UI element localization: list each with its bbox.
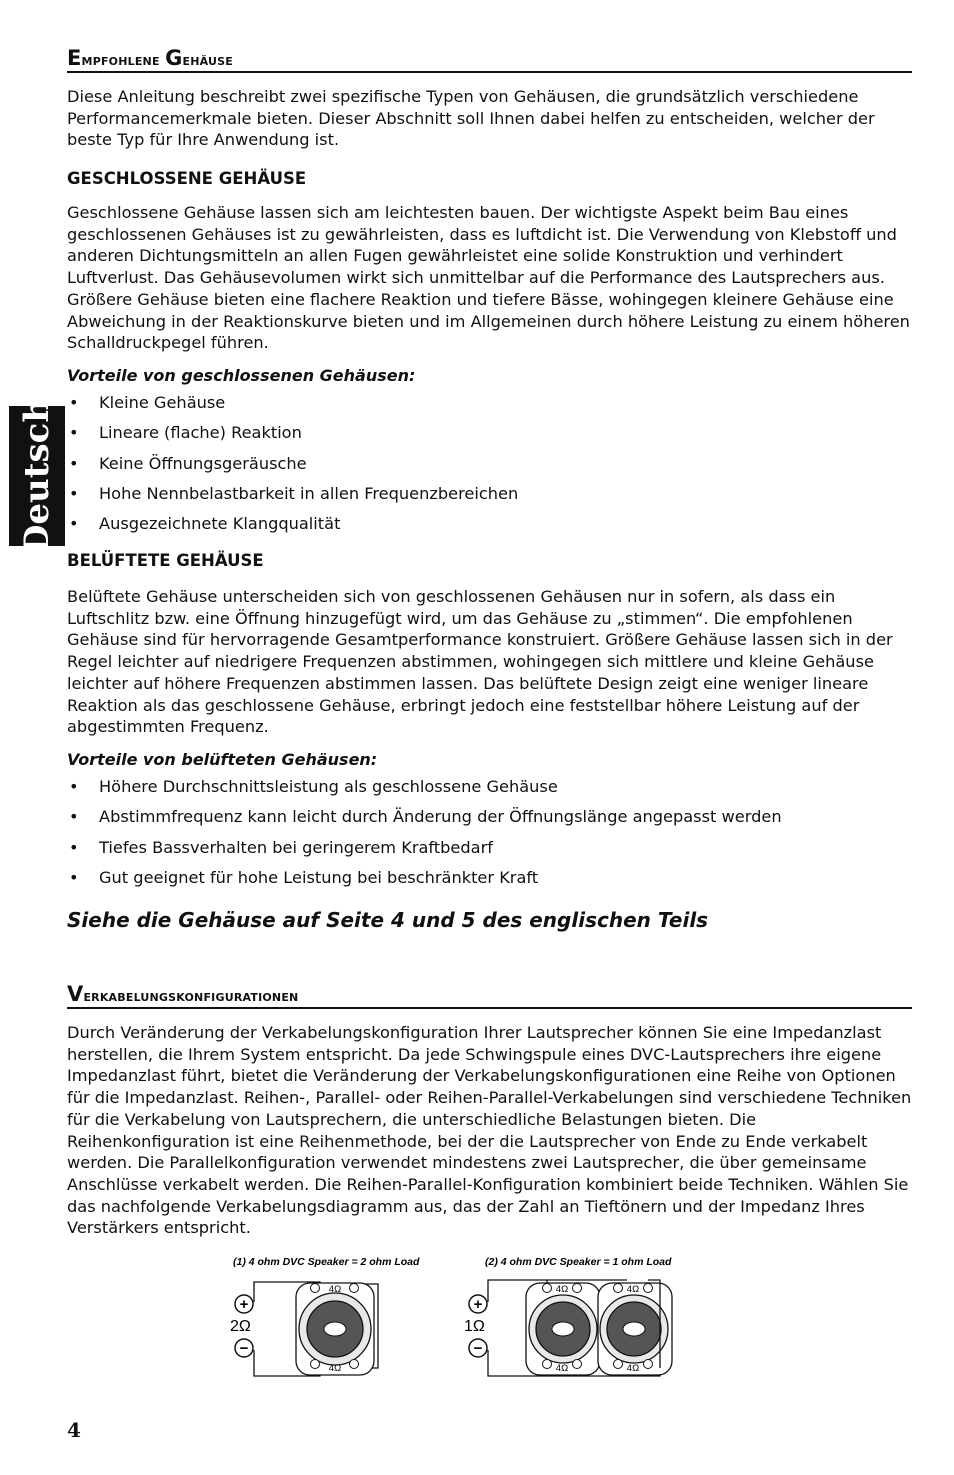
title-initial: V bbox=[67, 982, 84, 1006]
coil-minus-terminal bbox=[644, 1360, 653, 1369]
title-initial-2: G bbox=[165, 46, 183, 70]
wiring-paragraph: Durch Veränderung der Verkabelungskonfiguration Ihrer Lautsprecher können Sie eine Impedanzlast herstellen, die Ihrem System entspricht. Da jede Schwingspule eines DVC-Lautsprechers ihre eigene Impedanzlast führt, bietet die Veränderung der Verkabelungskonfigurationen eine Reihe von Optionen für die Impedanzlast. Reihen-, Parallel- oder Reihen-Parallel-Verkabelungen sind verschiedene Techniken für die Verkabelung von Lautsprechern, die unterschiedliche Belastungen bieten. Die Reihenkonfiguration ist eine Reihenmethode, bei der die Lautsprecher von Ende zu Ende verkabelt werden. Die Parallelkonfiguration verwendet mindestens zwei Lautsprecher, die über gemeinsame Anschlüsse verkabelt werden. Die Reihen-Parallel-Konfiguration kombiniert beide Techniken. Wählen Sie das nachfolgende Verkabelungsdiagramm aus, das der Zahl an Tieftönern und der Impedanz Ihres Verstärkers entspricht. bbox=[67, 1023, 912, 1238]
coil-plus-terminal bbox=[311, 1360, 320, 1369]
list-item: • Lineare (flache) Reaktion bbox=[67, 423, 912, 453]
coil-plus-terminal bbox=[543, 1284, 552, 1293]
reference-note: Siehe die Gehäuse auf Seite 4 und 5 des englischen Teils bbox=[67, 908, 709, 932]
coil-label: 4Ω bbox=[328, 1284, 342, 1295]
left-load-label: 2Ω bbox=[230, 1318, 251, 1335]
vented-advantages-title: Vorteile von belüfteten Gehäusen: bbox=[67, 750, 378, 769]
coil-minus-terminal bbox=[573, 1360, 582, 1369]
plus-sign: + bbox=[473, 1296, 483, 1313]
list-item: • Keine Öffnungsgeräusche bbox=[67, 454, 912, 484]
sealed-advantages-title: Vorteile von geschlossenen Gehäusen: bbox=[67, 366, 416, 385]
list-item: • Abstimmfrequenz kann leicht durch Änderung der Öffnungslänge angepasst werden bbox=[67, 807, 912, 837]
coil-label: 4Ω bbox=[626, 1363, 640, 1374]
vented-heading: BELÜFTETE GEHÄUSE bbox=[67, 551, 264, 570]
coil-plus-terminal bbox=[543, 1360, 552, 1369]
list-item: • Höhere Durchschnittsleistung als geschlossene Gehäuse bbox=[67, 777, 912, 807]
vented-advantages-list bbox=[67, 777, 912, 898]
coil-plus-terminal bbox=[614, 1284, 623, 1293]
title-rest-2: ehäuse bbox=[182, 51, 233, 69]
left-diagram-caption: (1) 4 ohm DVC Speaker = 2 ohm Load bbox=[233, 1256, 420, 1268]
title-rest: erkabelungskonfigurationen bbox=[83, 987, 299, 1005]
coil-minus-terminal bbox=[350, 1360, 359, 1369]
intro-paragraph: Diese Anleitung beschreibt zwei spezifische Typen von Gehäusen, die grundsätzlich verschiedene Performancemerkmale bieten. Dieser Abschnitt soll Ihnen dabei helfen zu entscheiden, welcher der beste Typ für Ihre Anwendung ist. bbox=[67, 87, 875, 150]
coil-minus-terminal bbox=[573, 1284, 582, 1293]
list-item: • Ausgezeichnete Klangqualität bbox=[67, 514, 912, 544]
coil-minus-terminal bbox=[350, 1284, 359, 1293]
coil-plus-terminal bbox=[614, 1360, 623, 1369]
list-item: • Tiefes Bassverhalten bei geringerem Kraftbedarf bbox=[67, 838, 912, 868]
coil-label: 4Ω bbox=[555, 1363, 569, 1374]
minus-sign: − bbox=[473, 1340, 483, 1357]
coil-label: 4Ω bbox=[328, 1363, 342, 1374]
plus-sign: + bbox=[239, 1296, 249, 1313]
language-tab bbox=[9, 397, 65, 555]
list-item: • Kleine Gehäuse bbox=[67, 393, 912, 423]
language-tab-label: Deutsch bbox=[17, 397, 57, 555]
right-speaker-2-logo-icon bbox=[623, 1322, 645, 1336]
left-speaker-logo-icon bbox=[324, 1322, 346, 1336]
section-title-wiring bbox=[67, 982, 912, 1009]
coil-plus-terminal bbox=[311, 1284, 320, 1293]
list-item: • Gut geeignet für hohe Leistung bei beschränkter Kraft bbox=[67, 868, 912, 898]
coil-label: 4Ω bbox=[555, 1284, 569, 1295]
sealed-heading: GESCHLOSSENE GEHÄUSE bbox=[67, 169, 307, 188]
page-number: 4 bbox=[67, 1418, 81, 1442]
sealed-advantages-list bbox=[67, 393, 912, 544]
section-title-enclosures bbox=[67, 46, 912, 73]
right-diagram-caption: (2) 4 ohm DVC Speaker = 1 ohm Load bbox=[485, 1256, 672, 1268]
sealed-paragraph: Geschlossene Gehäuse lassen sich am leichtesten bauen. Der wichtigste Aspekt beim Bau eines geschlossenen Gehäuses ist zu gewährleisten, dass es luftdicht ist. Die Verwendung von Klebstoff und anderen Dichtungsmitteln an allen Fugen gewährleistet eine solide Konstruktion und verhindert Luftverlust. Das Gehäusevolumen wirkt sich unmittelbar auf die Performance des Lautsprechers aus. Größere Gehäuse bieten eine flachere Reaktion und tiefere Bässe, wohingegen kleinere Gehäuse eine Abweichung in der Reaktionskurve bieten und im Allgemeinen durch höhere Leistung zu einem höheren Schalldruckpegel führen. bbox=[67, 203, 910, 353]
title-rest: mpfohlene bbox=[81, 51, 166, 69]
minus-sign: − bbox=[239, 1340, 249, 1357]
wiring-diagram bbox=[228, 1250, 708, 1390]
right-load-label: 1Ω bbox=[464, 1318, 485, 1335]
coil-label: 4Ω bbox=[626, 1284, 640, 1295]
vented-paragraph: Belüftete Gehäuse unterscheiden sich von geschlossenen Gehäusen nur in sofern, als dass ein Luftschlitz bzw. eine Öffnung hinzugefügt wird, um das Gehäuse zu „stimmen“. Die empfohlenen Gehäuse sind für hervorragende Gesamtperformance konstruiert. Größere Gehäuse lassen sich in der Regel leichter auf niedrigere Frequenzen abstimmen, wohingegen sich mittlere und kleine Gehäuse leichter auf höhere Frequenzen abstimmen lassen. Das belüftete Design zeigt eine weniger lineare Reaktion als das geschlossene Gehäuse, erbringt jedoch eine feststellbar höhere Leistung auf der abgestimmten Frequenz. bbox=[67, 587, 893, 737]
wiring-diagram-svg bbox=[228, 1250, 708, 1390]
title-initial: E bbox=[67, 46, 82, 70]
right-speaker-1-logo-icon bbox=[552, 1322, 574, 1336]
list-item: • Hohe Nennbelastbarkeit in allen Frequenzbereichen bbox=[67, 484, 912, 514]
coil-minus-terminal bbox=[644, 1284, 653, 1293]
